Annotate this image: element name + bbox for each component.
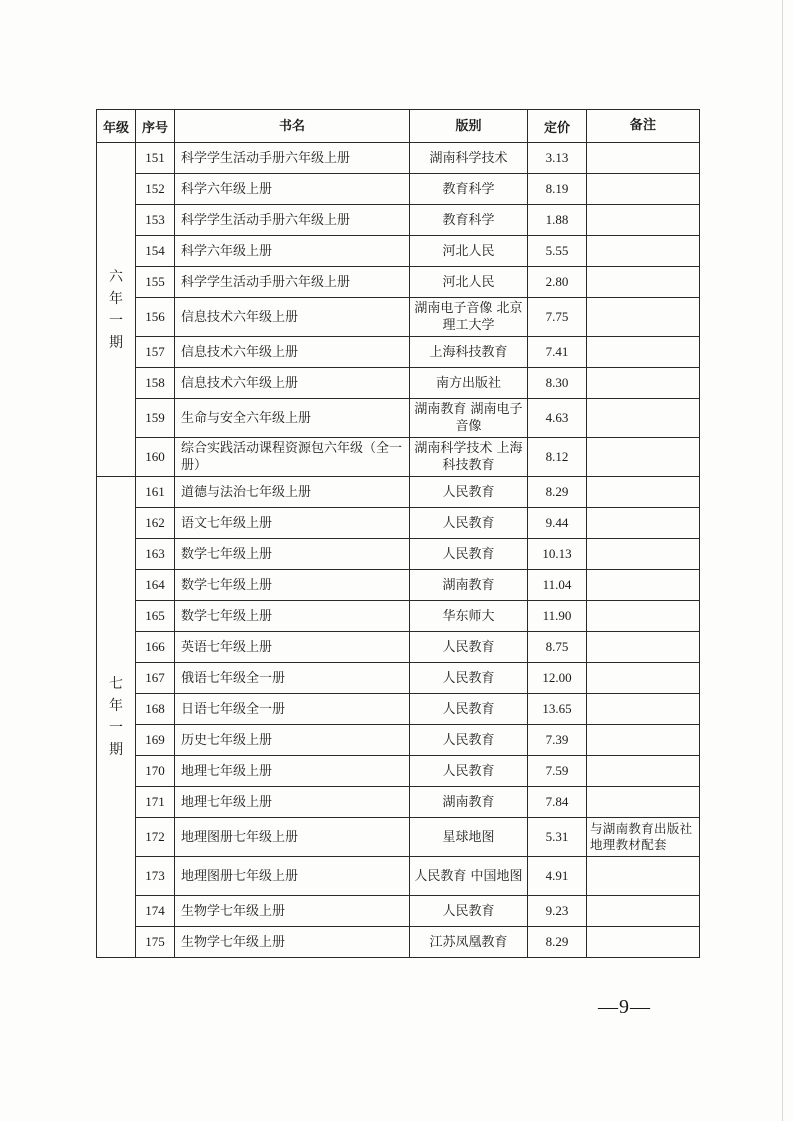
table-body	[97, 143, 700, 958]
page-edge-line	[782, 0, 783, 1121]
row-number-cell: 156	[136, 298, 175, 337]
publisher-cell: 湖南教育	[410, 570, 528, 601]
row-number-cell: 152	[136, 174, 175, 205]
note-cell	[587, 756, 700, 787]
table-row	[97, 337, 700, 368]
book-title-cell: 语文七年级上册	[175, 508, 410, 539]
publisher-cell: 江苏凤凰教育	[410, 927, 528, 958]
price-cell: 11.04	[528, 570, 587, 601]
publisher-cell: 人民教育	[410, 694, 528, 725]
book-title-cell: 综合实践活动课程资源包六年级（全一册）	[175, 438, 410, 477]
price-cell: 5.55	[528, 236, 587, 267]
row-number-cell: 162	[136, 508, 175, 539]
row-number-cell: 170	[136, 756, 175, 787]
table-row	[97, 399, 700, 438]
price-cell: 8.29	[528, 927, 587, 958]
publisher-cell: 人民教育	[410, 477, 528, 508]
price-cell: 8.19	[528, 174, 587, 205]
table-row	[97, 787, 700, 818]
price-cell: 5.31	[528, 818, 587, 857]
note-cell	[587, 399, 700, 438]
publisher-cell: 人民教育	[410, 725, 528, 756]
book-title-cell: 地理七年级上册	[175, 787, 410, 818]
table-row	[97, 857, 700, 896]
price-cell: 3.13	[528, 143, 587, 174]
price-cell: 10.13	[528, 539, 587, 570]
price-cell: 8.29	[528, 477, 587, 508]
book-title-cell: 信息技术六年级上册	[175, 298, 410, 337]
price-cell: 7.84	[528, 787, 587, 818]
row-number-cell: 173	[136, 857, 175, 896]
note-cell	[587, 694, 700, 725]
row-number-cell: 157	[136, 337, 175, 368]
row-number-cell: 153	[136, 205, 175, 236]
publisher-cell: 星球地图	[410, 818, 528, 857]
publisher-cell: 湖南教育	[410, 787, 528, 818]
note-cell	[587, 298, 700, 337]
table-row	[97, 477, 700, 508]
book-title-cell: 英语七年级上册	[175, 632, 410, 663]
publisher-cell: 湖南教育 湖南电子音像	[410, 399, 528, 438]
row-number-cell: 168	[136, 694, 175, 725]
note-cell	[587, 205, 700, 236]
publisher-cell: 湖南科学技术 上海科技教育	[410, 438, 528, 477]
price-cell: 7.59	[528, 756, 587, 787]
price-cell: 8.30	[528, 368, 587, 399]
note-cell	[587, 508, 700, 539]
publisher-cell: 华东师大	[410, 601, 528, 632]
table-row	[97, 756, 700, 787]
grade-label: 七年一期	[109, 676, 123, 758]
publisher-cell: 人民教育	[410, 756, 528, 787]
grade-cell	[97, 477, 136, 958]
table-row	[97, 694, 700, 725]
price-cell: 7.39	[528, 725, 587, 756]
book-title-cell: 地理图册七年级上册	[175, 857, 410, 896]
publisher-cell: 人民教育	[410, 632, 528, 663]
row-number-cell: 174	[136, 896, 175, 927]
row-number-cell: 165	[136, 601, 175, 632]
table-row	[97, 601, 700, 632]
note-cell	[587, 477, 700, 508]
book-title-cell: 信息技术六年级上册	[175, 368, 410, 399]
note-cell	[587, 539, 700, 570]
price-cell: 8.12	[528, 438, 587, 477]
table-row	[97, 438, 700, 477]
book-title-cell: 数学七年级上册	[175, 539, 410, 570]
page-number: —9—	[598, 996, 651, 1018]
table-row	[97, 539, 700, 570]
price-cell: 4.91	[528, 857, 587, 896]
book-title-cell: 数学七年级上册	[175, 570, 410, 601]
note-cell	[587, 337, 700, 368]
grade-label: 六年一期	[109, 268, 123, 351]
row-number-cell: 163	[136, 539, 175, 570]
price-cell: 12.00	[528, 663, 587, 694]
row-number-cell: 154	[136, 236, 175, 267]
note-cell	[587, 368, 700, 399]
book-title-cell: 生命与安全六年级上册	[175, 399, 410, 438]
header-no: 序号	[136, 110, 175, 143]
price-cell: 9.23	[528, 896, 587, 927]
table-row	[97, 896, 700, 927]
publisher-cell: 湖南电子音像 北京理工大学	[410, 298, 528, 337]
book-title-cell: 生物学七年级上册	[175, 896, 410, 927]
table-row	[97, 663, 700, 694]
book-title-cell: 日语七年级全一册	[175, 694, 410, 725]
row-number-cell: 167	[136, 663, 175, 694]
publisher-cell: 人民教育	[410, 508, 528, 539]
publisher-cell: 湖南科学技术	[410, 143, 528, 174]
header-note: 备注	[587, 110, 700, 143]
row-number-cell: 166	[136, 632, 175, 663]
table-row	[97, 508, 700, 539]
publisher-cell: 教育科学	[410, 174, 528, 205]
row-number-cell: 158	[136, 368, 175, 399]
header-grade: 年级	[97, 110, 136, 143]
note-cell	[587, 143, 700, 174]
note-cell	[587, 787, 700, 818]
note-cell: 与湖南教育出版社地理教材配套	[587, 818, 700, 857]
price-cell: 11.90	[528, 601, 587, 632]
table-row	[97, 143, 700, 174]
book-title-cell: 科学学生活动手册六年级上册	[175, 205, 410, 236]
table-row	[97, 927, 700, 958]
book-title-cell: 科学六年级上册	[175, 174, 410, 205]
price-cell: 4.63	[528, 399, 587, 438]
book-title-cell: 道德与法治七年级上册	[175, 477, 410, 508]
note-cell	[587, 927, 700, 958]
note-cell	[587, 438, 700, 477]
grade-cell	[97, 143, 136, 477]
row-number-cell: 175	[136, 927, 175, 958]
publisher-cell: 南方出版社	[410, 368, 528, 399]
book-title-cell: 历史七年级上册	[175, 725, 410, 756]
table-row	[97, 725, 700, 756]
note-cell	[587, 267, 700, 298]
price-cell: 2.80	[528, 267, 587, 298]
table-row	[97, 368, 700, 399]
row-number-cell: 159	[136, 399, 175, 438]
table-row	[97, 267, 700, 298]
publisher-cell: 人民教育 中国地图	[410, 857, 528, 896]
note-cell	[587, 725, 700, 756]
table-row	[97, 818, 700, 857]
publisher-cell: 人民教育	[410, 896, 528, 927]
header-title: 书名	[175, 110, 410, 143]
publisher-cell: 河北人民	[410, 236, 528, 267]
book-title-cell: 俄语七年级全一册	[175, 663, 410, 694]
price-cell: 1.88	[528, 205, 587, 236]
note-cell	[587, 896, 700, 927]
publisher-cell: 人民教育	[410, 539, 528, 570]
note-cell	[587, 663, 700, 694]
publisher-cell: 教育科学	[410, 205, 528, 236]
row-number-cell: 171	[136, 787, 175, 818]
publisher-cell: 人民教育	[410, 663, 528, 694]
note-cell	[587, 857, 700, 896]
header-price: 定价	[528, 110, 587, 143]
note-cell	[587, 632, 700, 663]
textbook-price-table	[96, 109, 700, 958]
price-cell: 7.75	[528, 298, 587, 337]
book-title-cell: 信息技术六年级上册	[175, 337, 410, 368]
price-cell: 8.75	[528, 632, 587, 663]
book-title-cell: 科学学生活动手册六年级上册	[175, 267, 410, 298]
price-cell: 13.65	[528, 694, 587, 725]
publisher-cell: 上海科技教育	[410, 337, 528, 368]
row-number-cell: 172	[136, 818, 175, 857]
table-row	[97, 632, 700, 663]
note-cell	[587, 601, 700, 632]
row-number-cell: 164	[136, 570, 175, 601]
note-cell	[587, 570, 700, 601]
price-cell: 7.41	[528, 337, 587, 368]
note-cell	[587, 236, 700, 267]
table-row	[97, 205, 700, 236]
row-number-cell: 155	[136, 267, 175, 298]
book-title-cell: 地理图册七年级上册	[175, 818, 410, 857]
book-title-cell: 数学七年级上册	[175, 601, 410, 632]
table-header-row	[97, 110, 700, 143]
book-title-cell: 科学六年级上册	[175, 236, 410, 267]
publisher-cell: 河北人民	[410, 267, 528, 298]
row-number-cell: 160	[136, 438, 175, 477]
table-row	[97, 570, 700, 601]
table-row	[97, 174, 700, 205]
row-number-cell: 169	[136, 725, 175, 756]
table-row	[97, 298, 700, 337]
row-number-cell: 161	[136, 477, 175, 508]
table-row	[97, 236, 700, 267]
header-publisher: 版别	[410, 110, 528, 143]
price-cell: 9.44	[528, 508, 587, 539]
book-title-cell: 科学学生活动手册六年级上册	[175, 143, 410, 174]
book-title-cell: 生物学七年级上册	[175, 927, 410, 958]
row-number-cell: 151	[136, 143, 175, 174]
note-cell	[587, 174, 700, 205]
book-title-cell: 地理七年级上册	[175, 756, 410, 787]
